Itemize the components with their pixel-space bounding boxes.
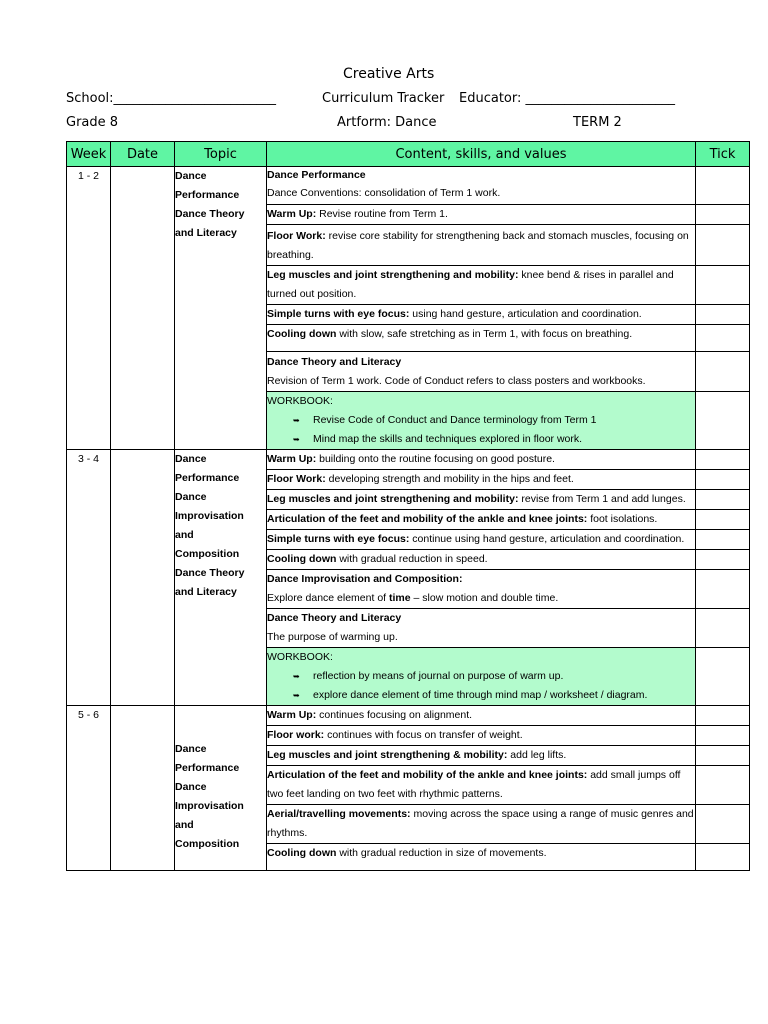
workbook-item: ➥ Revise Code of Conduct and Dance terminology from Term 1 [293,411,695,430]
workbook-cell [267,392,696,450]
content-text: continues focusing on alignment. [316,709,473,721]
content-text: add small jumps off two feet landing on two feet with rhythmic patterns. [267,769,681,800]
content-heading: Cooling down [267,553,337,565]
content-cell [267,325,696,352]
content-text: with slow, safe stretching as in Term 1, with focus on breathing. [336,328,633,340]
content-heading: Warm Up: [267,709,317,721]
column-header-topic: Topic [175,142,267,167]
workbook-item: ➥ explore dance element of time through mind map / worksheet / diagram. [293,686,695,705]
topic-line: and [175,819,194,831]
school-label: School:_________________________ [66,91,277,106]
content-text: Revise routine from Term 1. [316,208,448,220]
content-cell [267,706,696,726]
workbook-list [267,667,695,705]
content-cell [267,470,696,490]
content-text: The purpose of warming up. [267,631,398,643]
topic-line: and [175,529,194,541]
topic-line: Dance Theory [175,567,245,579]
tick-cell[interactable] [696,325,750,352]
content-heading: Floor Work: [267,473,326,485]
tick-cell[interactable] [696,450,750,470]
content-cell [267,266,696,305]
content-cell [267,225,696,266]
tick-cell[interactable] [696,530,750,550]
content-text: Dance Conventions: consolidation of Term 1 work. [267,187,501,199]
tick-cell[interactable] [696,266,750,305]
workbook-list [267,411,695,449]
content-text: with gradual reduction in speed. [336,553,488,565]
content-heading: Cooling down [267,328,337,340]
content-heading: Dance Theory and Literacy [267,612,402,624]
topic-line: Dance [175,743,207,755]
workbook-item: ➥ reflection by means of journal on purpose of warm up. [293,667,695,686]
topic-line: Composition [175,838,240,850]
content-cell [267,352,696,392]
content-text: revise from Term 1 and add lunges. [518,493,686,505]
content-heading: Floor work: [267,729,325,741]
curriculum-table [66,141,750,871]
table-row [67,450,750,470]
tick-cell[interactable] [696,352,750,392]
topic-line: and Literacy [175,586,237,598]
document-title: Creative Arts [343,66,435,82]
topic-cell [175,167,267,450]
content-text: building onto the routine focusing on good posture. [316,453,555,465]
workbook-cell [267,648,696,706]
tick-cell[interactable] [696,844,750,871]
topic-line: Improvisation [175,800,244,812]
topic-line: Improvisation [175,510,244,522]
content-text: Explore dance element of [267,592,389,604]
column-header-content: Content, skills, and values [267,142,696,167]
column-header-date: Date [111,142,175,167]
content-heading: Leg muscles and joint strengthening and mobility: [267,493,519,505]
topic-line: Performance [175,189,240,201]
week-cell: 1 - 2 [67,167,111,450]
content-text: revise core stability for strengthening back and stomach muscles, focusing on breathing. [267,230,689,261]
column-header-tick: Tick [696,142,750,167]
tracker-label: Curriculum Tracker [322,91,445,106]
content-heading: Warm Up: [267,453,317,465]
topic-line: Performance [175,762,240,774]
topic-line: Composition [175,548,240,560]
content-heading: Simple turns with eye focus: [267,533,410,545]
content-heading: Dance Theory and Literacy [267,356,402,368]
content-text: with gradual reduction in size of movements. [336,847,547,859]
content-text: – slow motion and double time. [410,592,559,604]
tick-cell[interactable] [696,746,750,766]
topic-line: Performance [175,472,240,484]
column-header-week: Week [67,142,111,167]
tick-cell[interactable] [696,726,750,746]
grade-label: Grade 8 [66,115,119,130]
content-text: foot isolations. [587,513,658,525]
content-text: developing strength and mobility in the hips and feet. [325,473,574,485]
content-heading: Floor Work: [267,230,326,242]
content-cell [267,305,696,325]
content-heading: Simple turns with eye focus: [267,308,410,320]
workbook-label: WORKBOOK: [267,395,333,407]
content-cell [267,167,696,205]
topic-line: Dance [175,170,207,182]
tick-cell[interactable] [696,706,750,726]
content-heading: Leg muscles and joint strengthening and mobility: [267,269,519,281]
date-cell[interactable] [111,167,175,450]
content-cell [267,766,696,805]
workbook-label: WORKBOOK: [267,651,333,663]
tick-cell[interactable] [696,305,750,325]
date-cell[interactable] [111,706,175,871]
content-heading: Cooling down [267,847,337,859]
content-cell [267,805,696,844]
tick-cell[interactable] [696,805,750,844]
topic-cell [175,450,267,706]
educator-label: Educator: _______________________ [459,91,675,106]
content-cell [267,844,696,871]
content-cell [267,726,696,746]
content-text: add leg lifts. [507,749,567,761]
content-heading: Articulation of the feet and mobility of the ankle and knee joints: [267,513,588,525]
week-cell: 5 - 6 [67,706,111,871]
content-cell [267,609,696,648]
content-text: using hand gesture, articulation and coordination. [409,308,642,320]
topic-line: Dance [175,453,207,465]
tick-cell[interactable] [696,609,750,648]
table-header-row [67,142,750,167]
date-cell[interactable] [111,450,175,706]
artform-label: Artform: Dance [337,115,437,130]
content-text: Revision of Term 1 work. Code of Conduct refers to class posters and workbooks. [267,375,646,387]
content-heading: Articulation of the feet and mobility of the ankle and knee joints: [267,769,588,781]
tick-cell[interactable] [696,470,750,490]
tick-cell[interactable] [696,392,750,450]
tick-cell[interactable] [696,490,750,510]
content-cell [267,550,696,570]
table-row [67,706,750,726]
topic-line: Dance [175,781,207,793]
content-heading: Aerial/travelling movements: [267,808,411,820]
topic-line: and Literacy [175,227,237,239]
tick-cell[interactable] [696,510,750,530]
tick-cell[interactable] [696,766,750,805]
content-cell [267,570,696,609]
content-cell [267,450,696,470]
content-text: knee bend & rises in parallel and turned out position. [267,269,674,300]
content-heading: Warm Up: [267,208,317,220]
content-cell [267,746,696,766]
tick-cell[interactable] [696,648,750,706]
tick-cell[interactable] [696,205,750,225]
content-heading: Dance Improvisation and Composition: [267,573,463,585]
content-cell [267,510,696,530]
content-emphasis: time [389,592,411,604]
content-heading: Leg muscles and joint strengthening & mobility: [267,749,508,761]
content-text: moving across the space using a range of music genres and rhythms. [267,808,694,839]
tick-cell[interactable] [696,550,750,570]
term-label: TERM 2 [573,115,622,130]
week-cell: 3 - 4 [67,450,111,706]
content-text: continue using hand gesture, articulation and coordination. [409,533,685,545]
topic-line: Dance Theory [175,208,245,220]
workbook-item: ➥ Mind map the skills and techniques explored in floor work. [293,430,695,449]
tick-cell[interactable] [696,225,750,266]
topic-cell [175,706,267,871]
topic-line: Dance [175,491,207,503]
table-row [67,167,750,205]
content-cell [267,530,696,550]
content-heading: Dance Performance [267,169,366,181]
tick-cell[interactable] [696,167,750,205]
content-text: continues with focus on transfer of weight. [324,729,523,741]
tick-cell[interactable] [696,570,750,609]
content-cell [267,490,696,510]
content-cell [267,205,696,225]
